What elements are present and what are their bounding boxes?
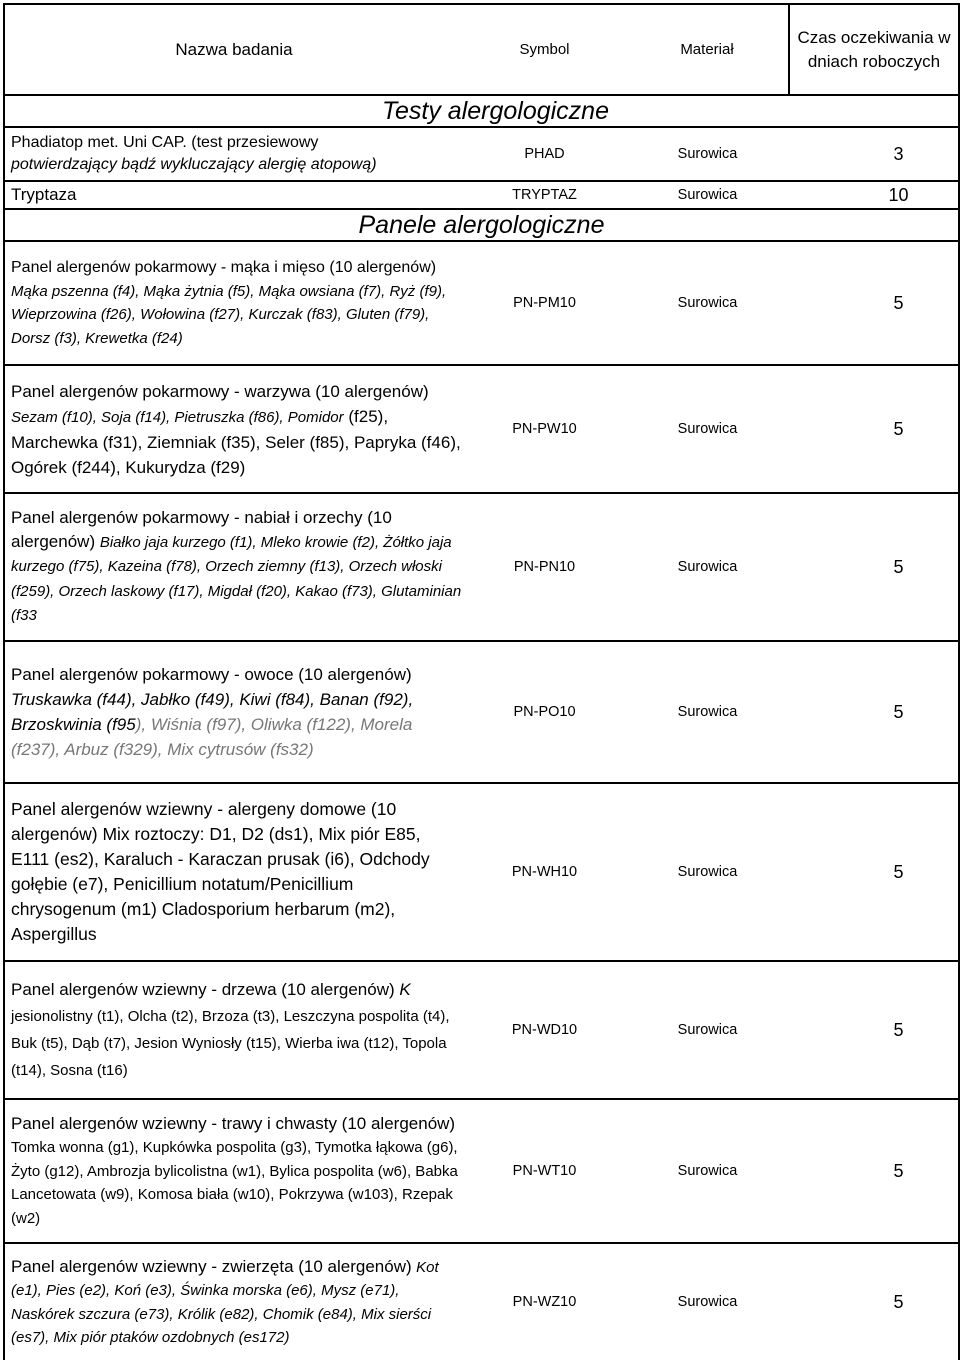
allergy-tests-table (5, 5, 958, 1360)
row-name-rest: Mix roztoczy: D1, D2 (ds1), Mix piór E85, E111 (es2), Karaluch - Karaczan prusak (i6), Odchody gołębie (e7), Penicillium notatum/Penicillium chrysogenum (m1) Cladosporium herbarum (m2), Aspergillus (11, 824, 430, 944)
row-symbol: PN-WH10 (463, 783, 626, 961)
row-days: 5 (789, 1099, 958, 1243)
row-symbol: PN-PM10 (463, 241, 626, 365)
row-material: Surowica (626, 1243, 789, 1360)
row-name (5, 961, 463, 1099)
row-material: Surowica (626, 783, 789, 961)
row-days: 5 (789, 783, 958, 961)
row-material: Surowica (626, 181, 789, 209)
row-name-lead: Panel alergenów wziewny - zwierzęta (10 alergenów) (11, 1256, 412, 1276)
row-name (5, 365, 463, 493)
table-row (5, 127, 958, 181)
row-name (5, 1099, 463, 1243)
row-name-lead: Panel alergenów pokarmowy - nabiał i orzechy (10 alergenów) (11, 508, 392, 551)
row-symbol: PN-WZ10 (463, 1243, 626, 1360)
row-name-lead: Panel alergenów wziewny - drzewa (10 alergenów) (11, 979, 395, 999)
row-name-rest: potwierdzający bądź wykluczający alergię atopową) (11, 156, 377, 173)
row-name: Tryptaza (5, 181, 463, 209)
row-name-rest: Białko jaja kurzego (f1), Mleko krowie (f2), Żółtko jaja kurzego (f75), Kazeina (f78), Orzech ziemny (f13), Orzech włoski (f259), Orzech laskowy (f17), Migdał (f20), Kakao (f73), Glutaminian (f33 (11, 533, 462, 625)
row-material: Surowica (626, 127, 789, 181)
row-days: 5 (789, 493, 958, 641)
row-days: 5 (789, 961, 958, 1099)
table-row (5, 1243, 958, 1360)
row-name-k: K (399, 979, 411, 999)
row-name-lead: Phadiatop met. Uni CAP. (test przesiewowy (11, 134, 319, 151)
row-material: Surowica (626, 1099, 789, 1243)
table-row (5, 641, 958, 783)
row-symbol: PN-WD10 (463, 961, 626, 1099)
row-name-rest: (f25), Marchewka (f31), Ziemniak (f35), Seler (f85), Papryka (f46), Ogórek (f244), Kukurydza (f29) (11, 406, 461, 477)
price-list-sheet (3, 3, 960, 1360)
row-symbol: PN-PN10 (463, 493, 626, 641)
row-material: Surowica (626, 365, 789, 493)
row-name-rest: Mąka pszenna (f4), Mąka żytnia (f5), Mąka owsiana (f7), Ryż (f9), Wieprzowina (f26), Wołowina (f27), Kurczak (f83), Gluten (f79), Dorsz (f3), Krewetka (f24) (11, 282, 447, 347)
row-name (5, 641, 463, 783)
row-name-rest: Tomka wonna (g1), Kupkówka pospolita (g3), Tymotka łąkowa (g6), Żyto (g12), Ambrozja bylicolistna (w1), Bylica pospolita (w6), Babka Lancetowata (w9), Komosa biała (w10), Pokrzywa (w103), Rzepak (w2) (11, 1139, 458, 1227)
row-name-lead: Panel alergenów wziewny - trawy i chwasty (10 alergenów) (11, 1113, 456, 1133)
row-name-lead: Panel alergenów wziewny - alergeny domowe (10 alergenów) (11, 799, 397, 844)
table-row (5, 241, 958, 365)
section-title-tests: Testy alergologiczne (5, 95, 958, 127)
header-material: Materiał (680, 41, 734, 58)
table-row (5, 181, 958, 209)
header-row (5, 5, 958, 95)
row-symbol: TRYPTAZ (463, 181, 626, 209)
row-symbol: PN-PO10 (463, 641, 626, 783)
row-symbol: PN-WT10 (463, 1099, 626, 1243)
row-material: Surowica (626, 641, 789, 783)
row-name (5, 783, 463, 961)
row-days: 5 (789, 365, 958, 493)
section-title-panels: Panele alergologiczne (5, 209, 958, 241)
table-row (5, 783, 958, 961)
row-symbol: PN-PW10 (463, 365, 626, 493)
row-name (5, 1243, 463, 1360)
header-time: Czas oczekiwania w dniach roboczych (789, 5, 958, 95)
row-days: 3 (789, 127, 958, 181)
row-symbol: PHAD (463, 127, 626, 181)
row-days: 10 (789, 181, 958, 209)
row-days: 5 (789, 1243, 958, 1360)
row-material: Surowica (626, 961, 789, 1099)
row-name (5, 127, 463, 181)
table-row (5, 365, 958, 493)
header-symbol: Symbol (519, 41, 570, 58)
row-name-rest: Kot (e1), Pies (e2), Koń (e3), Świnka morska (e6), Mysz (e71), Naskórek szczura (e73), Królik (e82), Chomik (e84), Mix sierści (es7), Mix piór ptaków ozdobnych (es172) (11, 1258, 439, 1346)
row-name-rest: Truskawka (f44), Jabłko (f49), Kiwi (f84), Banan (f92), Brzoskwinia (f95 (11, 690, 414, 734)
row-material: Surowica (626, 493, 789, 641)
row-name-rest-italic: Sezam (f10), Soja (f14), Pietruszka (f86), Pomidor (11, 408, 344, 426)
row-material: Surowica (626, 241, 789, 365)
row-name-lead: Panel alergenów pokarmowy - warzywa (10 alergenów) (11, 381, 429, 401)
row-name-rest-gray: ), Wiśnia (f97), Oliwka (f122), Morela (f237), Arbuz (f329), Mix cytrusów (fs32) (11, 715, 413, 759)
row-name-lead: Panel alergenów pokarmowy - owoce (10 alergenów) (11, 665, 412, 684)
table-row (5, 961, 958, 1099)
row-name (5, 493, 463, 641)
section-row-tests (5, 95, 958, 127)
table-row (5, 493, 958, 641)
row-name-rest: jesionolistny (t1), Olcha (t2), Brzoza (t3), Leszczyna pospolita (t4), Buk (t5), Dąb (t7), Jesion Wyniosły (t15), Wierba iwa (t12), Topola (t14), Sosna (t16) (11, 1007, 450, 1079)
row-days: 5 (789, 241, 958, 365)
section-row-panels (5, 209, 958, 241)
row-name (5, 241, 463, 365)
header-name: Nazwa badania (175, 39, 293, 59)
row-name-lead: Panel alergenów pokarmowy - mąka i mięso (10 alergenów) (11, 259, 437, 276)
table-row (5, 1099, 958, 1243)
row-days: 5 (789, 641, 958, 783)
